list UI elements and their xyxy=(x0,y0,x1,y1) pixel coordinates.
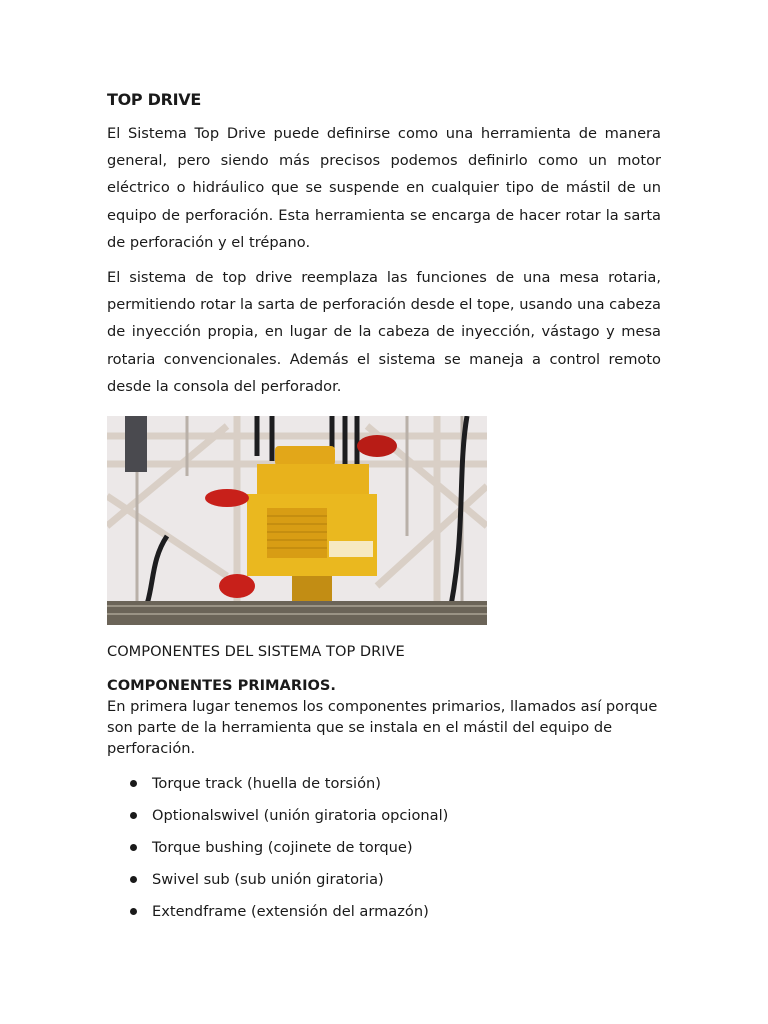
list-item-text: Optionalswivel (unión giratoria opcional) xyxy=(152,807,449,824)
list-item-text: Extendframe (extensión del armazón) xyxy=(152,903,429,920)
bullet-icon xyxy=(130,844,137,851)
bullet-icon xyxy=(130,908,137,915)
paragraph-replacement: El sistema de top drive reemplaza las funciones de una mesa rotaria, permitiendo rotar la sarta de perforación desde el tope, usando una cabeza de inyección propia, en lugar de la cabeza de inyección, vástago y mesa rotaria convencionales. Además el sistema se maneja a control remoto desde la consola del perforador. xyxy=(107,269,661,395)
section-heading-primary: COMPONENTES PRIMARIOS. xyxy=(107,677,336,694)
top-drive-photo xyxy=(107,416,487,625)
page-title: TOP DRIVE xyxy=(107,90,201,109)
list-item xyxy=(107,768,661,800)
components-list xyxy=(107,768,661,928)
bullet-icon xyxy=(130,876,137,883)
list-item xyxy=(107,864,661,896)
list-item xyxy=(107,896,661,928)
bullet-icon xyxy=(130,812,137,819)
primary-intro-text: En primera lugar tenemos los componentes primarios, llamados así porque son parte de la herramienta que se instala en el mástil del equipo de perforación. xyxy=(107,698,658,757)
paragraph-definition: El Sistema Top Drive puede definirse como una herramienta de manera general, pero siendo más precisos podemos definirlo como un motor eléctrico o hidráulico que se suspende en cualquier tipo de mástil de un equipo de perforación. Esta herramienta se encarga de hacer rotar la sarta de perforación y el trépano. xyxy=(107,125,661,251)
list-item-text: Torque bushing (cojinete de torque) xyxy=(152,839,413,856)
bullet-icon xyxy=(130,780,137,787)
list-item xyxy=(107,800,661,832)
list-item xyxy=(107,832,661,864)
list-item-text: Swivel sub (sub unión giratoria) xyxy=(152,871,384,888)
list-item-text: Torque track (huella de torsión) xyxy=(152,775,381,792)
section-heading-components: COMPONENTES DEL SISTEMA TOP DRIVE xyxy=(107,643,405,660)
